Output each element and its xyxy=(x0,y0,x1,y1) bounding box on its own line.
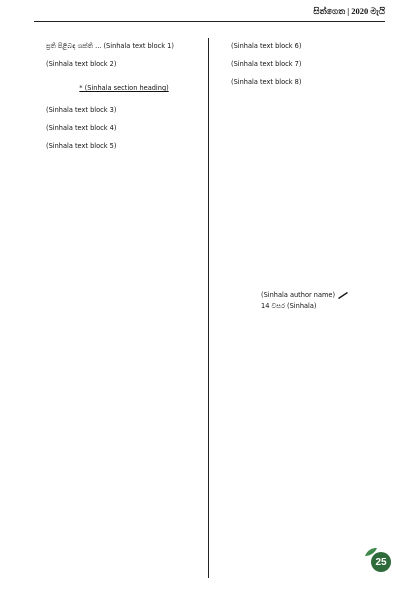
left-column xyxy=(36,40,212,158)
paragraph: (Sinhala text block 6) xyxy=(231,42,302,50)
header-rule xyxy=(34,21,385,22)
paragraph: (Sinhala text block 5) xyxy=(46,142,117,150)
section-heading: * (Sinhala section heading) xyxy=(79,84,169,92)
author-grade: 14 වසර (Sinhala) xyxy=(261,302,317,310)
header-title: සිත්ගෙත | 2020 මැයි xyxy=(313,6,385,16)
column-divider xyxy=(208,38,209,578)
author-name: (Sinhala author name) xyxy=(261,291,336,299)
page-header xyxy=(34,6,385,22)
paragraph: (Sinhala text block 2) xyxy=(46,60,117,68)
author-signature xyxy=(261,290,411,312)
paragraph: (Sinhala text block 4) xyxy=(46,124,117,132)
right-column xyxy=(221,40,397,94)
paragraph: ප්‍රති පිළිබඳ ශක්ති ... (Sinhala text block 1) xyxy=(46,42,174,50)
pen-icon xyxy=(337,291,349,299)
paragraph: (Sinhala text block 3) xyxy=(46,106,117,114)
signature-line xyxy=(261,290,411,301)
page-number-badge: 25 xyxy=(371,552,391,572)
paragraph: (Sinhala text block 7) xyxy=(231,60,302,68)
paragraph: (Sinhala text block 8) xyxy=(231,78,302,86)
